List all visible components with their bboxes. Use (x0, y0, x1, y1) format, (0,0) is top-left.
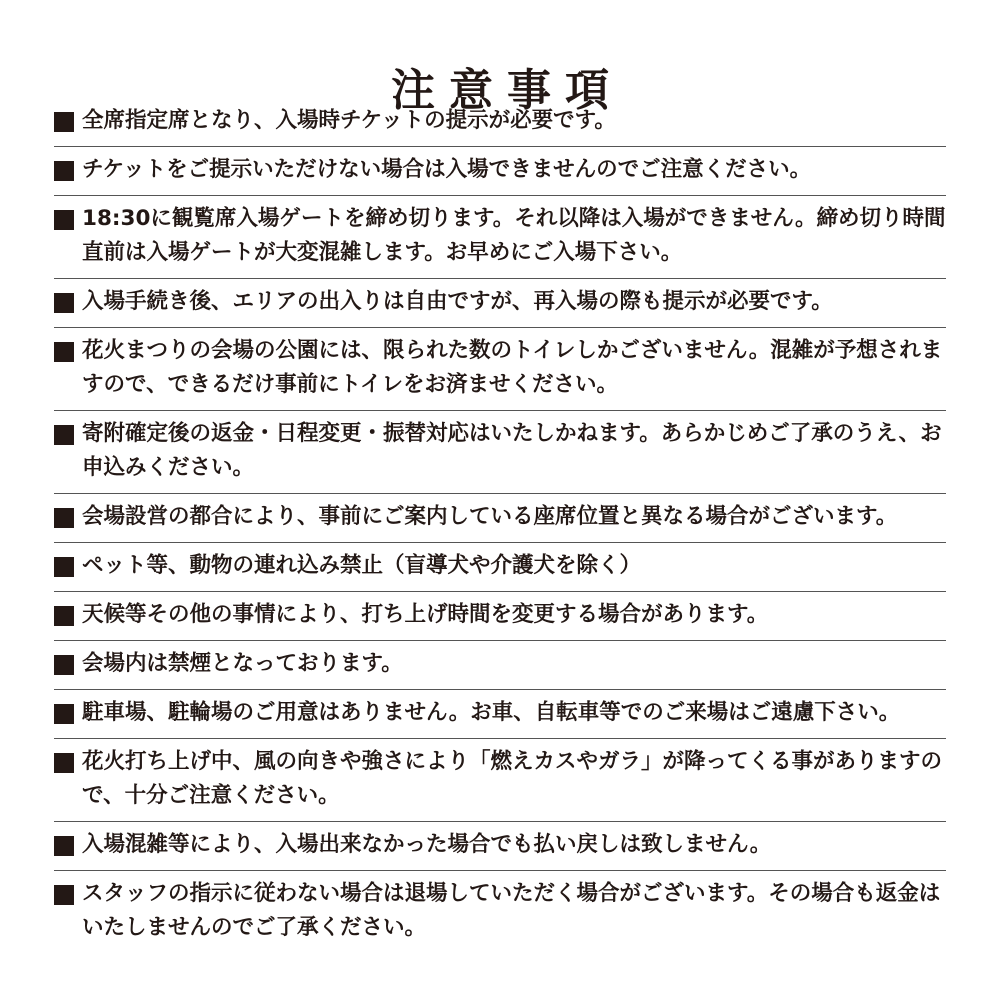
square-bullet-icon (54, 161, 74, 181)
notice-item (54, 279, 946, 328)
notice-item (54, 592, 946, 641)
notice-item (54, 98, 946, 147)
notice-text: 入場手続き後、エリアの出入りは自由ですが、再入場の際も提示が必要です。 (82, 289, 833, 314)
notice-text: 花火打ち上げ中、風の向きや強さにより「燃えカスやガラ」が降ってくる事がありますので、十分ご注意ください。 (82, 749, 943, 808)
square-bullet-icon (54, 425, 74, 445)
square-bullet-icon (54, 655, 74, 675)
square-bullet-icon (54, 342, 74, 362)
square-bullet-icon (54, 557, 74, 577)
square-bullet-icon (54, 753, 74, 773)
square-bullet-icon (54, 885, 74, 905)
notice-text: 会場設営の都合により、事前にご案内している座席位置と異なる場合がございます。 (82, 504, 898, 529)
notice-text: 駐車場、駐輪場のご用意はありません。お車、自転車等でのご来場はご遠慮下さい。 (82, 700, 901, 725)
notice-item (54, 871, 946, 953)
square-bullet-icon (54, 836, 74, 856)
notice-text: 花火まつりの会場の公園には、限られた数のトイレしかございません。混雑が予想されますので、できるだけ事前にトイレをお済ませください。 (82, 338, 943, 397)
square-bullet-icon (54, 293, 74, 313)
notice-text: 全席指定席となり、入場時チケットの提示が必要です。 (82, 108, 616, 133)
notice-item (54, 411, 946, 494)
notice-item (54, 543, 946, 592)
notice-list (54, 98, 946, 953)
square-bullet-icon (54, 704, 74, 724)
notice-item (54, 690, 946, 739)
notice-text: ペット等、動物の連れ込み禁止（盲導犬や介護犬を除く） (82, 553, 642, 578)
notice-item (54, 147, 946, 196)
notice-item (54, 641, 946, 690)
notice-item (54, 328, 946, 411)
notice-text: チケットをご提示いただけない場合は入場できませんのでご注意ください。 (82, 157, 812, 182)
notice-text: 18:30に観覧席入場ゲートを締め切ります。それ以降は入場ができません。締め切り時間直前は入場ゲートが大変混雑します。お早めにご入場下さい。 (82, 206, 946, 265)
square-bullet-icon (54, 112, 74, 132)
notice-text: 入場混雑等により、入場出来なかった場合でも払い戻しは致しません。 (82, 832, 772, 857)
notice-item (54, 739, 946, 822)
square-bullet-icon (54, 508, 74, 528)
notice-item (54, 494, 946, 543)
notice-item (54, 196, 946, 279)
notice-text: 天候等その他の事情により、打ち上げ時間を変更する場合があります。 (82, 602, 769, 627)
notice-text: 会場内は禁煙となっております。 (82, 651, 403, 676)
notice-text: スタッフの指示に従わない場合は退場していただく場合がございます。その場合も返金はいたしませんのでご了承ください。 (82, 881, 941, 940)
page-title: 注意事項 (391, 65, 623, 117)
notice-text: 寄附確定後の返金・日程変更・振替対応はいたしかねます。あらかじめご了承のうえ、お申込みください。 (82, 421, 942, 480)
square-bullet-icon (54, 606, 74, 626)
notice-item (54, 822, 946, 871)
square-bullet-icon (54, 210, 74, 230)
